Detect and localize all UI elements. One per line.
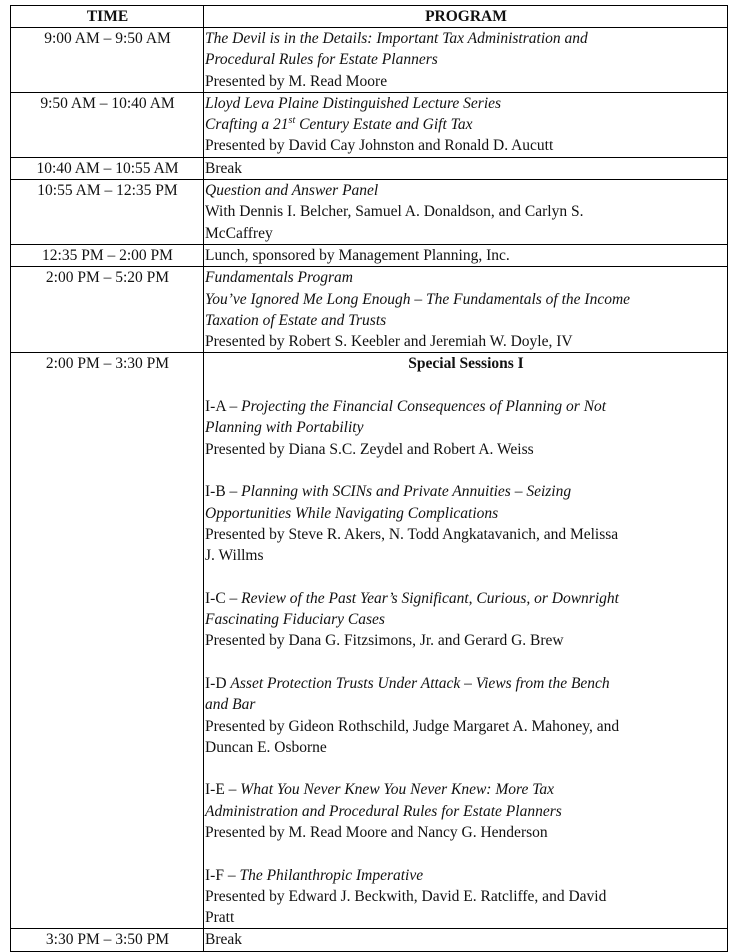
session-name: Fascinating Fiduciary Cases [205,611,385,629]
session-code: I-A – [205,398,242,416]
presenters: Presented by Robert S. Keebler and Jeremiah W. Doyle, IV [205,333,573,351]
table-row [11,267,728,353]
table-row [11,157,728,179]
presenters: Duncan E. Osborne [205,738,327,756]
session-name: Planning with SCINs and Private Annuities – Seizing [241,483,572,501]
presenters: Presented by Gideon Rothschild, Judge Margaret A. Mahoney, and [205,717,620,735]
session-name: What You Never Knew You Never Knew: More Tax [240,781,555,799]
schedule-table [10,5,728,952]
session-name: Planning with Portability [205,419,364,437]
session-title [205,396,727,417]
session-name: Review of the Past Year’s Significant, Curious, or Downright [241,589,619,607]
program-cell [204,267,728,353]
time-cell: 9:00 AM – 9:50 AM [11,28,204,93]
time-header: TIME [11,6,204,28]
session-name: The Philanthropic Imperative [239,866,424,884]
title-part: Century Estate and Gift Tax [295,116,473,134]
program-title: You’ve Ignored Me Long Enough – The Fundamentals of the Income [205,290,631,308]
program-title: Procedural Rules for Estate Planners [205,51,438,69]
program-title: Fundamentals Program [205,269,353,287]
session-code: I-E – [205,781,241,799]
session-code: I-F – [205,866,240,884]
table-row [11,244,728,266]
program-title [205,114,727,135]
presenters: Presented by David Cay Johnston and Ronald D. Aucutt [205,137,554,155]
table-row [11,353,728,929]
program-text: Lunch, sponsored by Management Planning, Inc. [205,246,510,264]
presenters: McCaffrey [205,224,273,242]
session-name: Opportunities While Navigating Complications [205,504,499,522]
program-title: The Devil is in the Details: Important Tax Administration and [205,30,588,47]
program-cell [204,180,728,245]
table-row [11,92,728,157]
session-title [205,673,727,694]
program-cell [204,28,728,93]
time-cell: 3:30 PM – 3:50 PM [11,929,204,951]
session-name: Projecting the Financial Consequences of Planning or Not [241,398,607,416]
presenters: With Dennis I. Belcher, Samuel A. Donaldson, and Carlyn S. [205,203,584,221]
superscript: st [288,115,296,127]
time-cell: 2:00 PM – 5:20 PM [11,267,204,353]
session-title [205,481,727,502]
session-title [205,779,727,800]
session-name: Asset Protection Trusts Under Attack – Views from the Bench [230,674,610,692]
session-name: Administration and Procedural Rules for Estate Planners [205,802,562,820]
presenters: J. Willms [205,547,264,565]
session-group-title: Special Sessions I [408,355,524,373]
time-cell: 9:50 AM – 10:40 AM [11,92,204,157]
session-code: I-C – [205,589,242,607]
program-cell [204,92,728,157]
program-text: Break [205,159,243,177]
program-title: Taxation of Estate and Trusts [205,311,387,329]
title-part: Crafting a 21 [205,116,289,134]
presenters: Presented by M. Read Moore [205,72,388,90]
program-title: Question and Answer Panel [205,182,379,200]
header-row [11,6,728,28]
session-title [205,588,727,609]
session-code: I-D [205,674,231,692]
program-cell [204,157,728,179]
time-cell: 2:00 PM – 3:30 PM [11,353,204,929]
table-row [11,929,728,951]
program-text: Break [205,931,243,949]
presenters: Presented by Edward J. Beckwith, David E. Ratcliffe, and David [205,887,607,905]
program-header: PROGRAM [204,6,728,28]
program-cell [204,929,728,951]
program-cell [204,353,728,929]
presenters: Pratt [205,909,235,927]
table-row [11,28,728,93]
presenters: Presented by Steve R. Akers, N. Todd Angkatavanich, and Melissa [205,525,619,543]
session-name: and Bar [205,696,256,714]
program-title: Lloyd Leva Plaine Distinguished Lecture Series [205,94,502,112]
time-cell: 10:55 AM – 12:35 PM [11,180,204,245]
table-row [11,180,728,245]
program-cell [204,244,728,266]
presenters: Presented by M. Read Moore and Nancy G. Henderson [205,823,548,841]
presenters: Presented by Dana G. Fitzsimons, Jr. and Gerard G. Brew [205,632,564,650]
time-cell: 12:35 PM – 2:00 PM [11,244,204,266]
time-cell: 10:40 AM – 10:55 AM [11,157,204,179]
presenters: Presented by Diana S.C. Zeydel and Robert A. Weiss [205,440,534,458]
session-title [205,865,727,886]
session-code: I-B – [205,483,242,501]
